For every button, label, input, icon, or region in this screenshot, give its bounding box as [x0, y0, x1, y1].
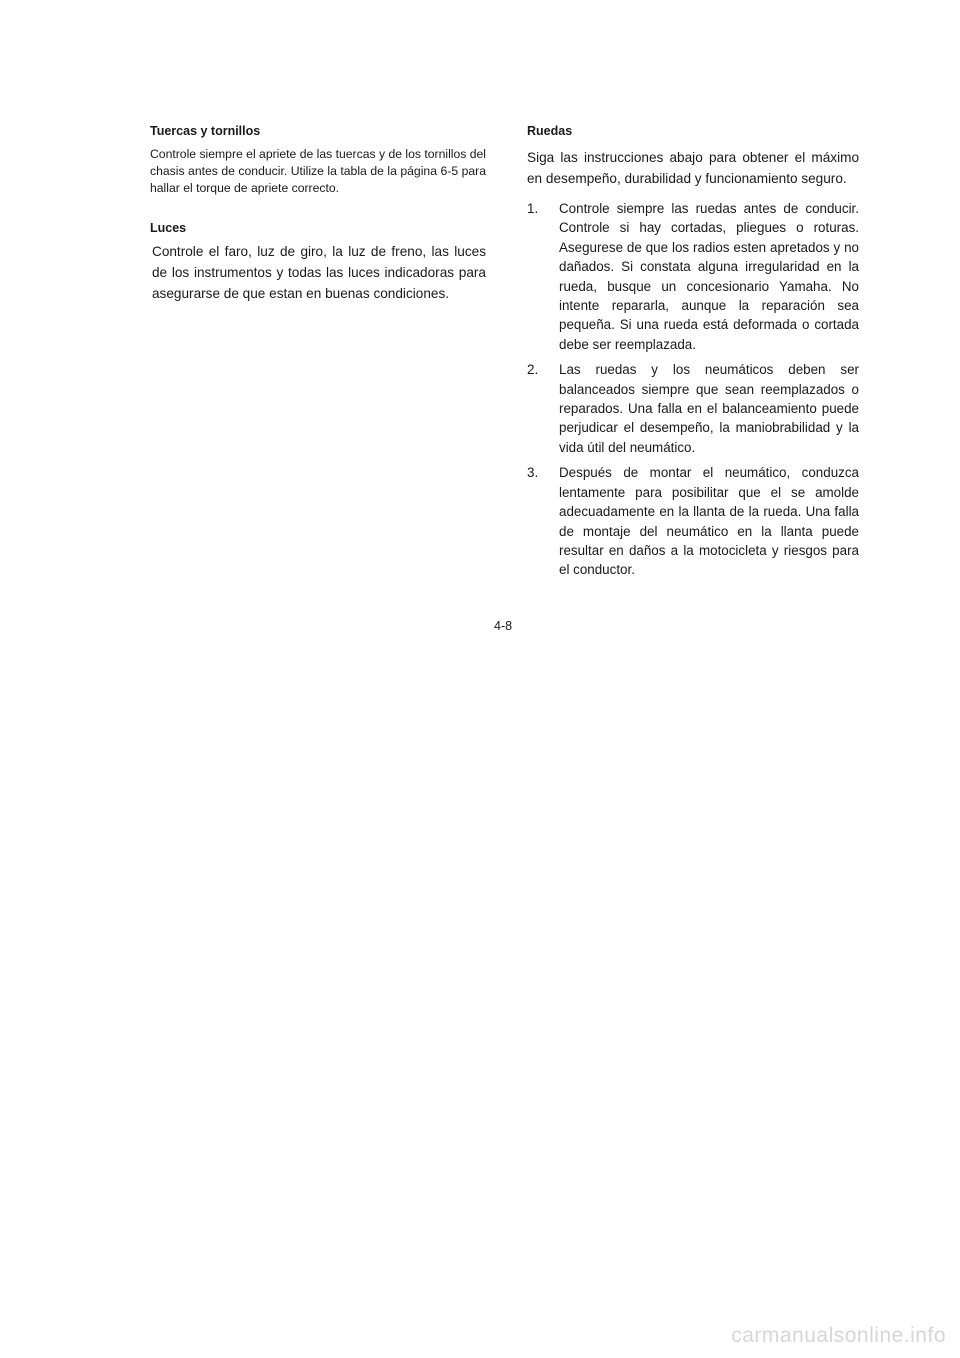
list-item	[527, 463, 859, 579]
section-intro-ruedas: Siga las instrucciones abajo para obtener el máximo en desempeño, durabilidad y funcionamiento seguro.	[527, 150, 859, 186]
list-item-number: 2.	[527, 362, 539, 378]
section-heading-luces: Luces	[150, 221, 187, 235]
list-item	[527, 360, 859, 457]
list-item-number: 3.	[527, 465, 539, 481]
list-item	[527, 199, 859, 354]
list-item-text: Las ruedas y los neumáticos deben ser balanceados siempre que sean reemplazados o reparados. Una falla en el balanceamiento puede perjudicar el desempeño, la maniobrabilidad y la vida útil del neumático.	[559, 362, 859, 455]
ruedas-list	[527, 199, 859, 580]
list-item-text: Después de montar el neumático, conduzca lentamente para posibilitar que el se amolde adecuadamente en la llanta de la rueda. Una falla de montaje del neumático en la llanta puede resultar en daños a la motocicleta y riesgos para el conductor.	[559, 465, 859, 578]
watermark: carmanualsonline.info	[731, 1324, 946, 1347]
section-heading-tuercas: Tuercas y tornillos	[150, 124, 261, 138]
page-number: 4-8	[494, 619, 513, 633]
section-heading-ruedas: Ruedas	[527, 124, 573, 138]
list-item-text: Controle siempre las ruedas antes de conducir. Controle si hay cortadas, pliegues o roturas. Asegurese de que los radios esten apretados y no dañados. Si constata alguna irregularidad en la rueda, busque un concesionario Yamaha. No intente repararla, aunque la reparación sea pequeña. Si una rueda está deformada o cortada debe ser reemplazada.	[559, 201, 859, 352]
section-text-luces: Controle el faro, luz de giro, la luz de freno, las luces de los instrumentos y todas las luces indicadoras para asegurarse de que estan en buenas condiciones.	[152, 244, 486, 301]
section-text-tuercas: Controle siempre el apriete de las tuercas y de los tornillos del chasis antes de conducir. Utilize la tabla de la página 6-5 para hallar el torque de apriete correcto.	[150, 147, 487, 195]
list-item-number: 1.	[527, 201, 539, 216]
